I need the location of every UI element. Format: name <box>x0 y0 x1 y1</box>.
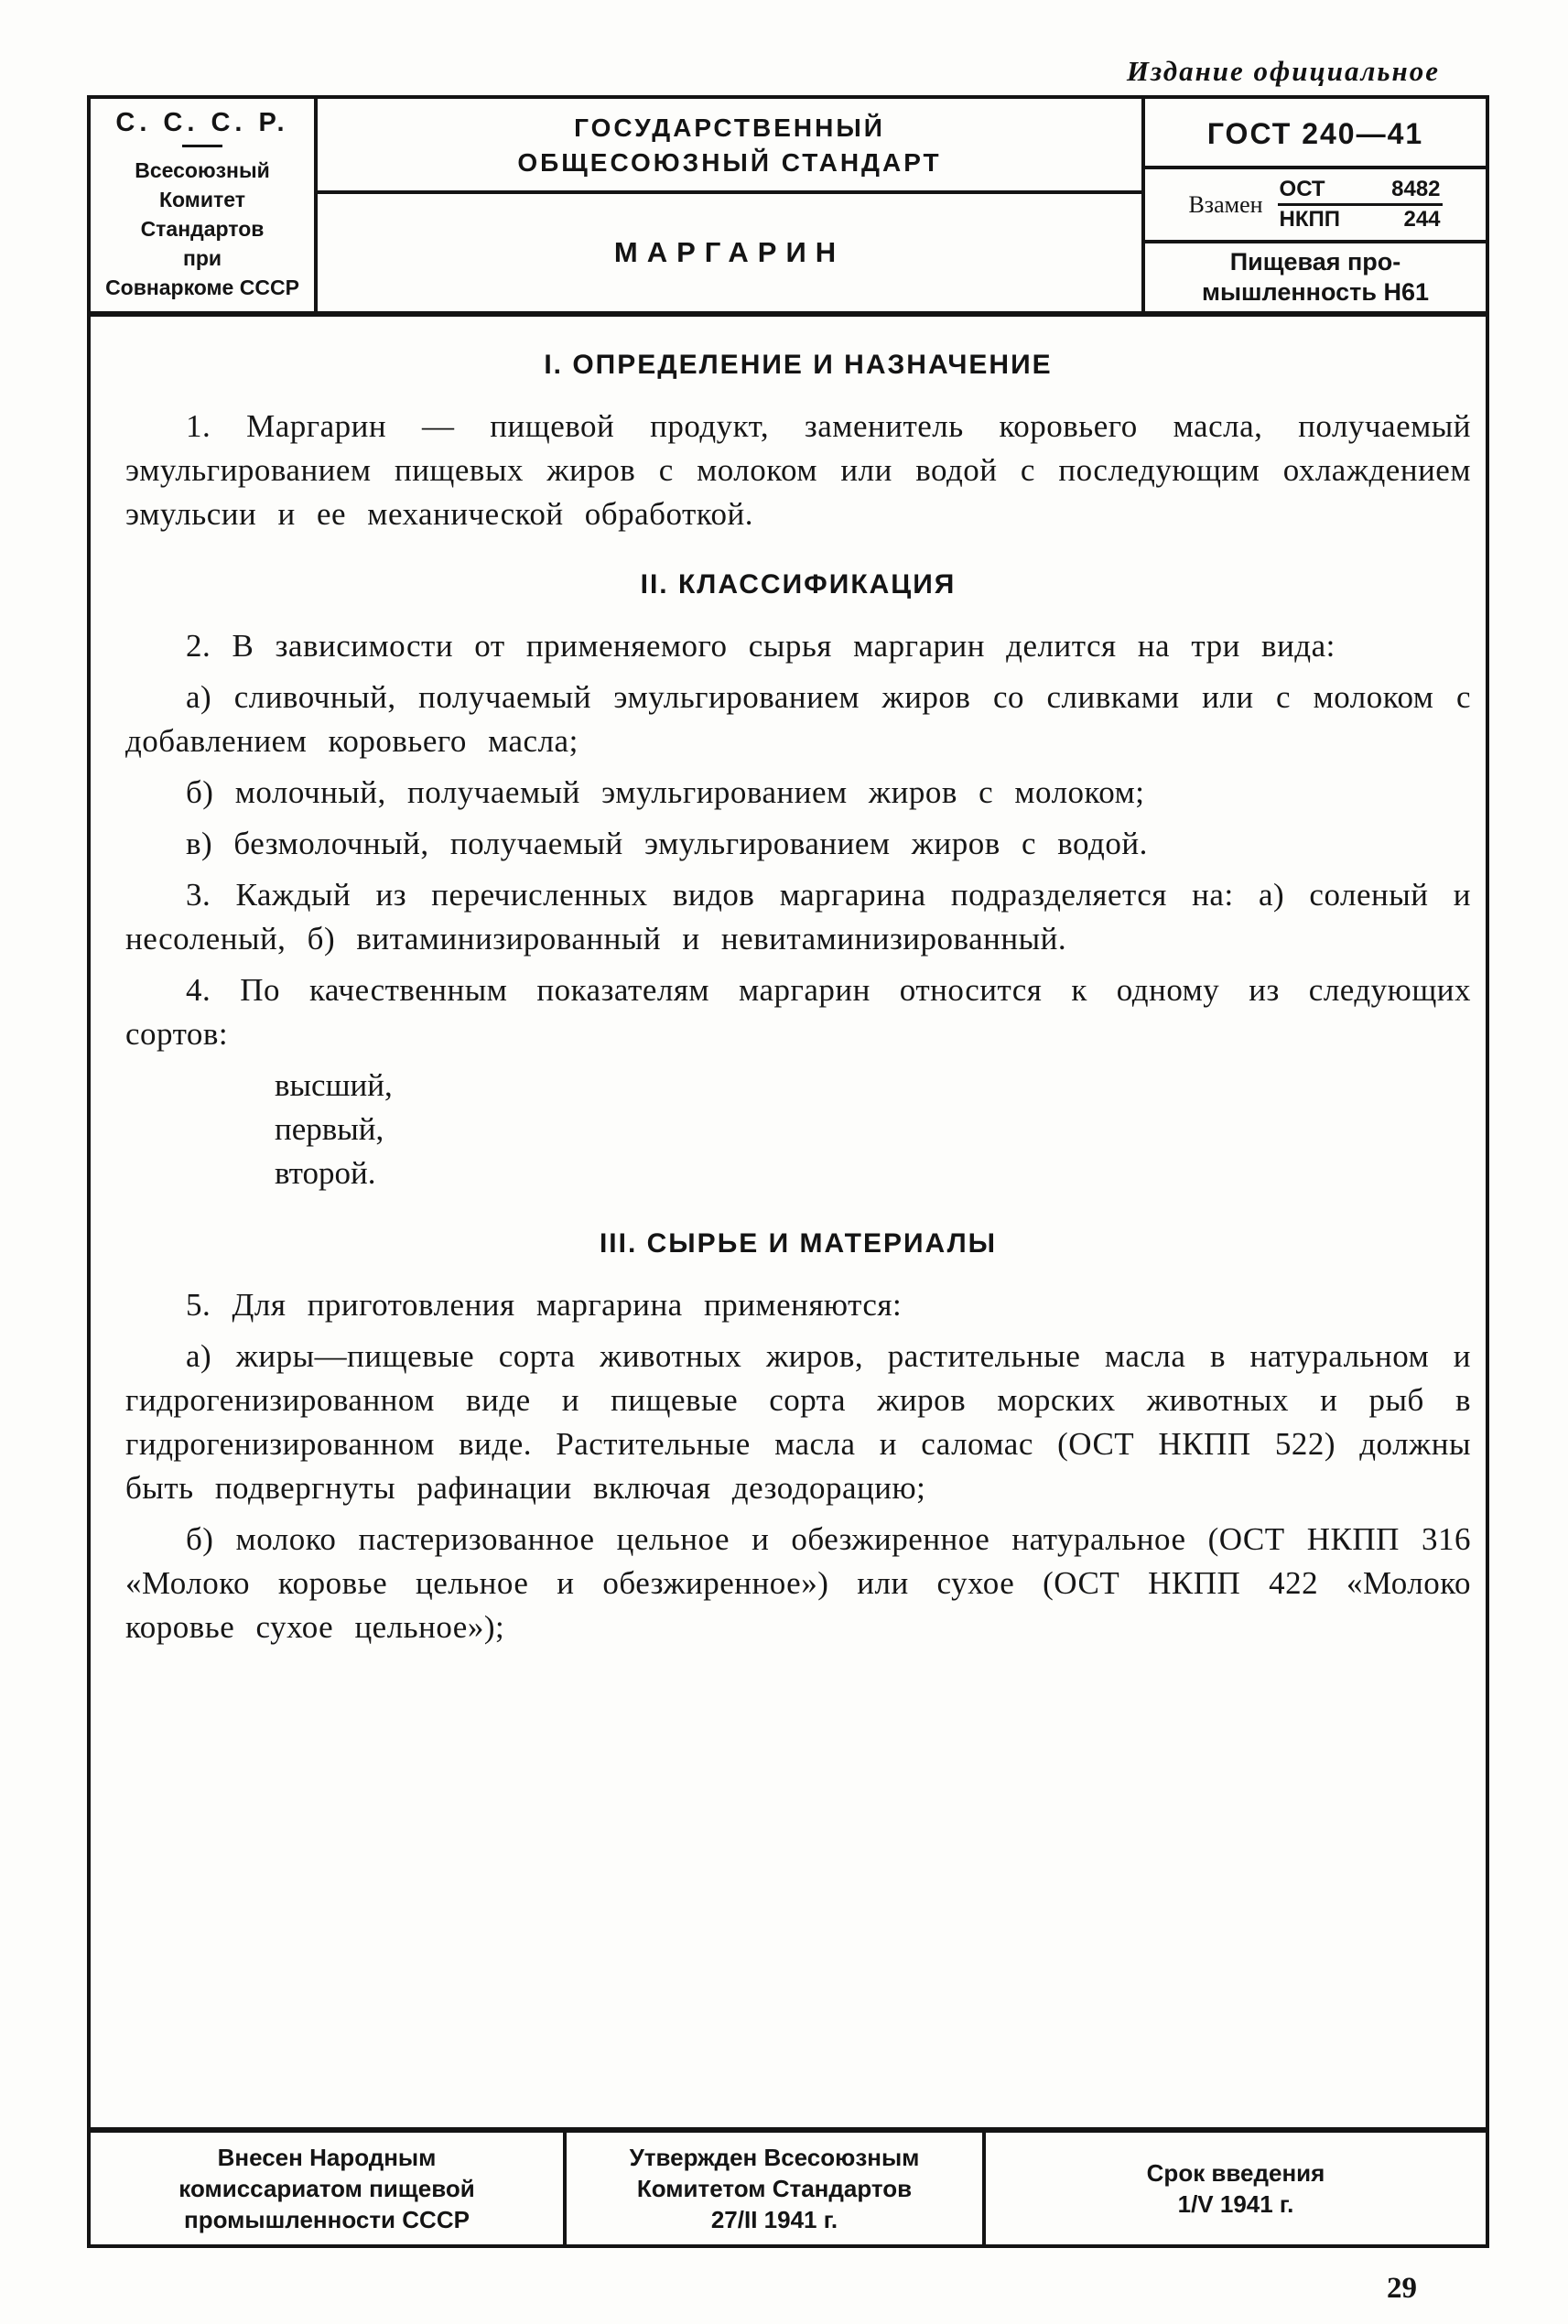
replaced-standard-number: 8482 <box>1391 177 1441 201</box>
grade-item: высший, <box>275 1067 393 1103</box>
section-1-heading: I. ОПРЕДЕЛЕНИЕ И НАЗНАЧЕНИЕ <box>544 350 1053 380</box>
replaced-standard-org2: НКПП <box>1279 207 1341 232</box>
submitted-line: Внесен Народным <box>217 2144 437 2171</box>
standard-title-cell <box>318 99 1145 311</box>
replaces-fraction-top <box>1278 176 1443 206</box>
industry-classification <box>1145 243 1486 311</box>
grade-item: первый, <box>275 1111 384 1147</box>
header-table <box>91 99 1486 317</box>
submitted-line: промышленности СССР <box>184 2206 470 2233</box>
paragraph-2a: а) сливочный, получаемый эмульгированием жиров со сливками или с молоком с добавлением коровьего масла; <box>125 679 1471 759</box>
committee-line: Всесоюзный <box>135 158 270 182</box>
grade-item: второй. <box>275 1155 376 1191</box>
approved-line: Комитетом Стандартов <box>636 2175 913 2202</box>
document-body <box>91 317 1486 2127</box>
submitted-by-cell <box>91 2133 567 2244</box>
standard-type-heading <box>318 99 1141 194</box>
committee-name <box>96 156 308 302</box>
section-3-heading: III. СЫРЬЕ И МАТЕРИАЛЫ <box>599 1228 998 1259</box>
replaces-fraction <box>1278 176 1443 233</box>
footer-table <box>91 2127 1486 2244</box>
designation-cell <box>1145 99 1486 311</box>
committee-line: Совнаркоме СССР <box>105 276 299 299</box>
paragraph-1: 1. Маргарин — пищевой продукт, заменитель коровьего масла, получаемый эмульгированием пищевых жиров с молоком или водой с последующим охлаждением эмульсии и ее механической обработкой. <box>125 408 1471 532</box>
paragraph-3: 3. Каждый из перечисленных видов маргарина подразделяется на: а) соленый и несоленый, б) витаминизированный и невитаминизированный. <box>125 877 1471 957</box>
page-number: 29 <box>1387 2272 1417 2305</box>
approved-line: Утвержден Всесоюзным <box>629 2144 920 2171</box>
paragraph-5: 5. Для приготовления маргарина применяются: <box>186 1287 903 1323</box>
industry-line: мышленность Н61 <box>1202 278 1429 306</box>
paragraph-4: 4. По качественным показателям маргарин относится к одному из следующих сортов: <box>125 972 1471 1052</box>
committee-line: при <box>182 246 222 270</box>
replaced-standard-org: ОСТ <box>1279 177 1325 201</box>
replaces-fraction-bottom <box>1278 206 1443 233</box>
gost-number: ГОСТ 240—41 <box>1145 99 1486 169</box>
section-2-heading: II. КЛАССИФИКАЦИЯ <box>640 569 957 600</box>
effective-date-cell <box>986 2133 1486 2244</box>
paragraph-2: 2. В зависимости от применяемого сырья маргарин делится на три вида: <box>186 628 1336 664</box>
approved-by-cell <box>567 2133 986 2244</box>
paragraph-5a: а) жиры—пищевые сорта животных жиров, растительные масла в натуральном и гидрогенизированном виде и пищевые сорта жиров морских животных и рыб в гидрогенизированном виде. Растительные масла и саломас (ОСТ НКПП 522) должны быть подвергнуты рафинации включая дезодорацию; <box>125 1338 1471 1506</box>
replaces-row <box>1145 169 1486 243</box>
grade-list <box>275 1064 1471 1195</box>
country-name: С. С. С. Р. <box>115 108 289 137</box>
standard-type-line: ОБЩЕСОЮЗНЫЙ СТАНДАРТ <box>517 148 942 177</box>
issuer-cell <box>91 99 318 311</box>
committee-line: Комитет Стандартов <box>140 188 265 241</box>
dash-divider <box>182 145 222 147</box>
edition-note: Издание официальное <box>1126 55 1440 87</box>
replaces-label: Взамен <box>1188 190 1263 218</box>
replaced-standard-number2: 244 <box>1403 207 1441 232</box>
submitted-line: комиссариатом пищевой <box>178 2175 475 2202</box>
industry-line: Пищевая про- <box>1229 248 1401 276</box>
paragraph-5b: б) молоко пастеризованное цельное и обезжиренное натуральное (ОСТ НКПП 316 «Молоко коровье цельное и обезжиренное») или сухое (ОСТ НКПП 422 «Молоко коровье сухое цельное»); <box>125 1521 1471 1645</box>
paragraph-2v: в) безмолочный, получаемый эмульгированием жиров с водой. <box>186 826 1148 861</box>
standard-type-line: ГОСУДАРСТВЕННЫЙ <box>574 113 885 142</box>
effective-date: 1/V 1941 г. <box>1177 2190 1294 2218</box>
standard-subject: МАРГАРИН <box>613 236 846 268</box>
approved-line: 27/II 1941 г. <box>710 2206 838 2233</box>
document-frame <box>87 95 1489 2248</box>
effective-label: Срок введения <box>1146 2159 1325 2187</box>
paragraph-2b: б) молочный, получаемый эмульгированием жиров с молоком; <box>186 774 1145 810</box>
